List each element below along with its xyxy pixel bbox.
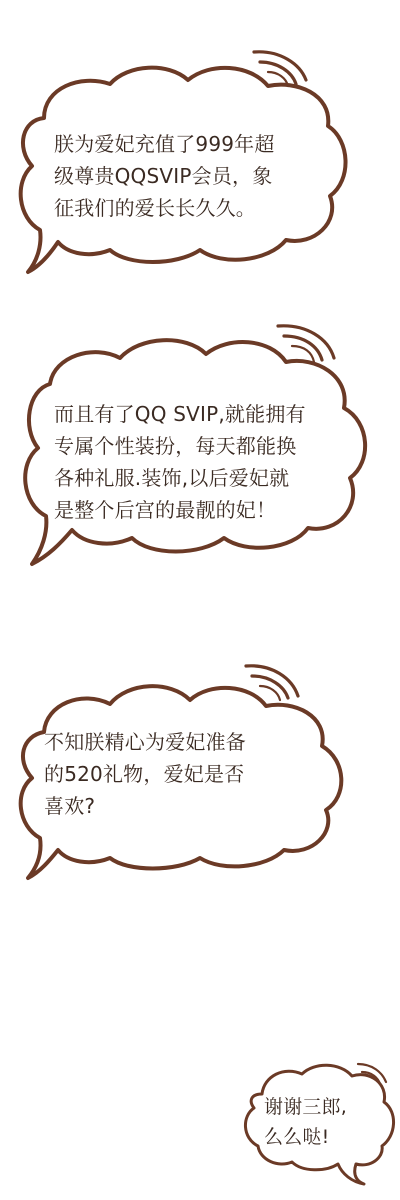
speech-bubble-2-text: 而且有了QQ SVIP,就能拥有 专属个性装扮，每天都能换 各种礼服.装饰,以后爱妃就 是整个后宫的最靓的妃！ [54,402,306,522]
speech-bubble-4 [240,1058,400,1188]
speech-bubble-1 [10,40,380,290]
speech-bubble-4-text: 谢谢三郎, 么么哒! [264,1096,348,1148]
speech-bubble-2 [10,320,395,585]
speech-bubble-3 [10,660,380,885]
speech-bubble-3-text: 不知朕精心为爱妃准备 的520礼物，爱妃是否 喜欢? [44,730,246,818]
speech-bubble-3-deco-3 [260,686,280,700]
speech-bubble-1-text: 朕为爱妃充值了999年超 级尊贵QQSVIP会员，象 征我们的爱长长久久。 [54,132,275,220]
